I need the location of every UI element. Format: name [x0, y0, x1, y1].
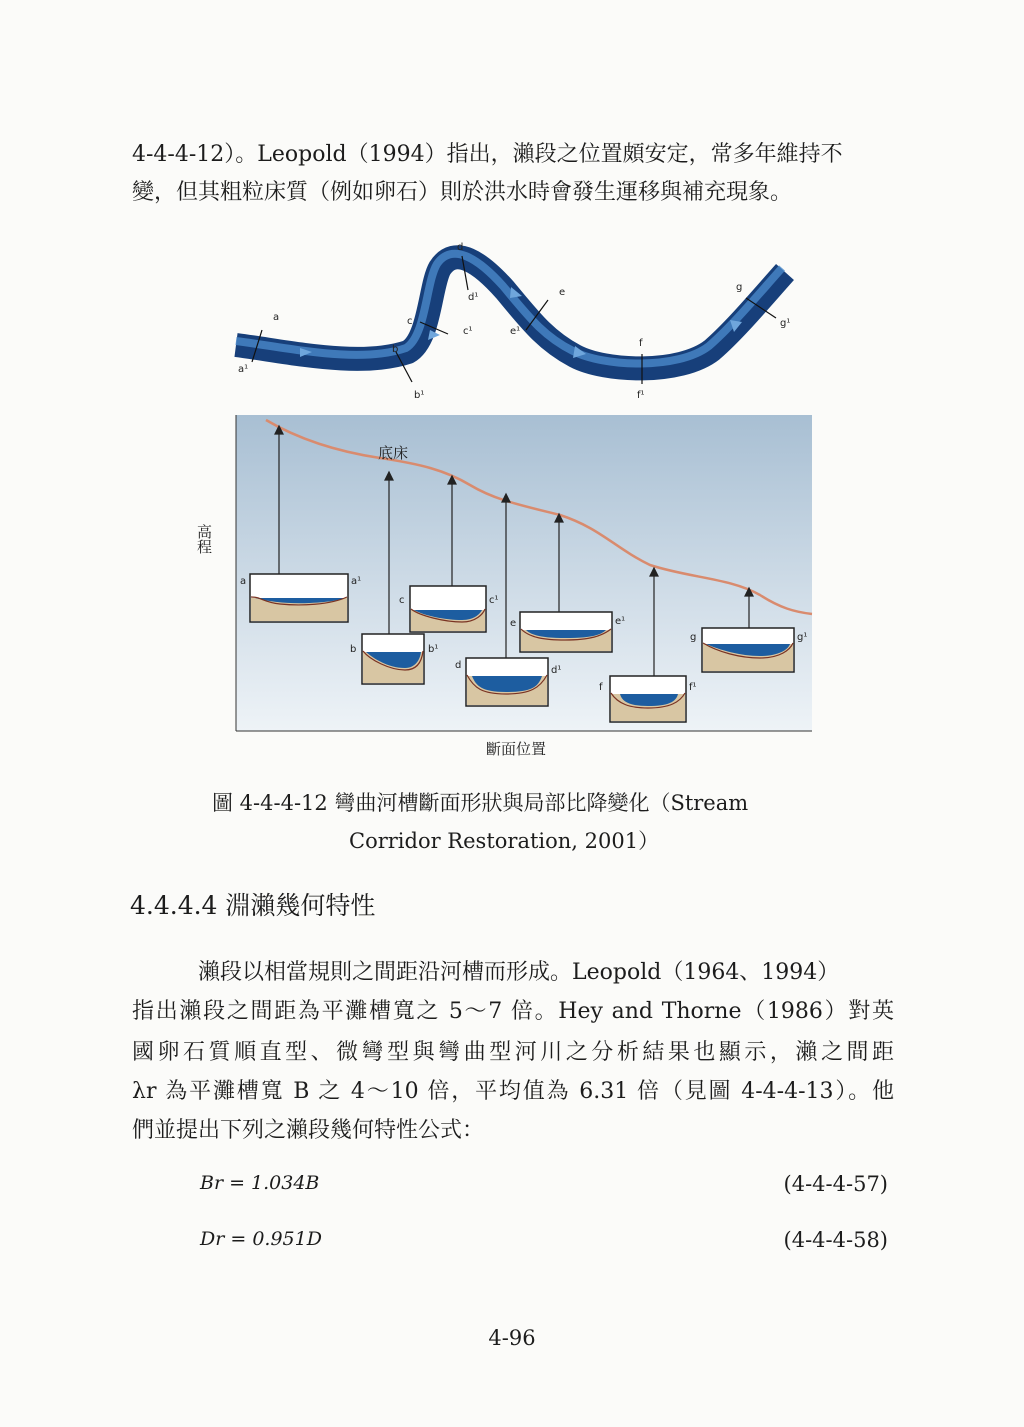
x-axis-label: 斷面位置 [486, 740, 547, 758]
formula-2-number: (4-4-4-58) [783, 1228, 888, 1252]
formula-2: Dr = 0.951D [200, 1228, 322, 1250]
paragraph-line-2: 指出瀨段之間距為平灘槽寬之 5～7 倍。Hey and Thorne（1986）對英 [132, 999, 894, 1024]
figure-caption-line-1: 圖 4-4-4-12 彎曲河槽斷面形狀與局部比降變化（Stream [212, 791, 749, 815]
plan-label-f: f [639, 338, 643, 349]
cross-section-d [466, 658, 548, 706]
page-number: 4-96 [488, 1326, 536, 1350]
paragraph-line-3: 國卵石質順直型、微彎型與彎曲型河川之分析結果也顯示，瀨之間距 [132, 1040, 894, 1065]
figure-caption-line-2: Corridor Restoration, 2001） [349, 829, 660, 853]
section-label-f1: f¹ [689, 682, 697, 693]
formula-1-number: (4-4-4-57) [783, 1172, 888, 1196]
paragraph-line-5: 們並提出下列之瀨段幾何特性公式： [132, 1118, 485, 1143]
plan-label-a: a [273, 312, 280, 323]
plan-label-g: g [736, 282, 743, 293]
plan-label-d: d [457, 242, 464, 253]
section-label-g: g [690, 632, 697, 643]
plan-label-c: c [407, 316, 413, 327]
section-label-c: c [399, 595, 405, 606]
section-label-f: f [599, 682, 603, 693]
plan-label-d1: d¹ [468, 292, 479, 303]
plan-label-e1: e¹ [510, 326, 521, 337]
y-axis-label: 高程 [195, 524, 213, 554]
plan-label-b1: b¹ [414, 390, 425, 401]
paragraph-line-1: 瀨段以相當規則之間距沿河槽而形成。Leopold（1964、1994） [198, 960, 840, 985]
cross-section-g [702, 628, 794, 672]
cross-section-c [410, 586, 486, 632]
intro-line-2: 變，但其粗粒床質（例如卵石）則於洪水時會發生運移與補充現象。 [132, 180, 793, 205]
cross-section-e [520, 612, 612, 652]
section-label-e: e [510, 618, 517, 629]
plan-label-c1: c¹ [463, 326, 473, 337]
cross-section-f [610, 676, 686, 722]
section-label-b1: b¹ [428, 644, 439, 655]
cross-section-a [250, 574, 348, 622]
section-label-a1: a¹ [351, 576, 362, 587]
formula-1: Br = 1.034B [200, 1172, 320, 1194]
section-label-a: a [240, 576, 247, 587]
section-label-g1: g¹ [797, 632, 808, 643]
section-label-c1: c¹ [489, 595, 499, 606]
plan-label-f1: f¹ [637, 390, 645, 401]
paragraph-line-4: λr 為平灘槽寬 B 之 4～10 倍，平均值為 6.31 倍（見圖 4-4-4-13）。他 [132, 1079, 894, 1104]
section-heading: 4.4.4.4 淵瀨幾何特性 [130, 891, 376, 920]
intro-line-1: 4-4-4-12）。Leopold（1994）指出，瀨段之位置頗安定，常多年維持不 [132, 142, 843, 167]
section-label-b: b [350, 644, 357, 655]
plan-label-g1: g¹ [780, 318, 791, 329]
plan-label-e: e [559, 287, 566, 298]
cross-section-b [362, 634, 424, 684]
section-label-d: d [455, 660, 462, 671]
plan-label-b: b [392, 344, 399, 355]
section-label-d1: d¹ [551, 665, 562, 676]
plan-label-a1: a¹ [238, 364, 249, 375]
bed-label: 底床 [378, 444, 409, 462]
section-label-e1: e¹ [615, 616, 626, 627]
